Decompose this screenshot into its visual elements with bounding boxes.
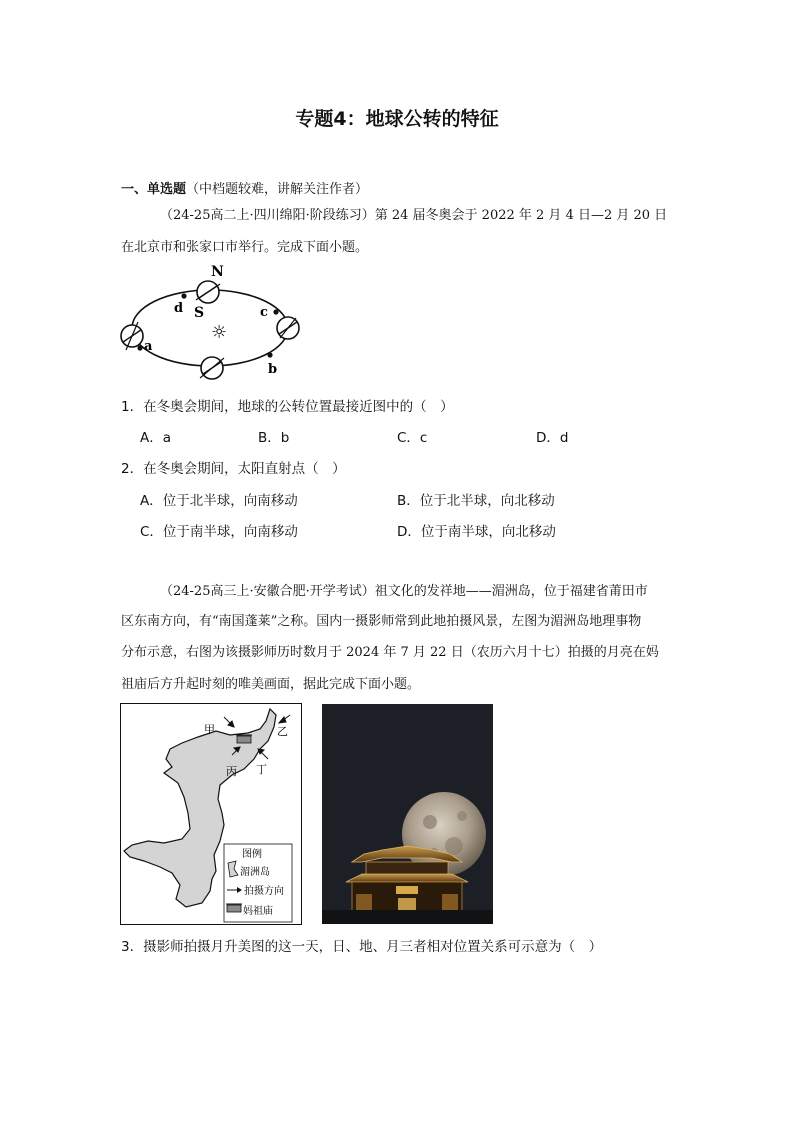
point-a: [137, 345, 142, 350]
legend-temple-icon: [227, 905, 241, 912]
label-b: b: [268, 362, 278, 377]
meizhou-island-map: [120, 703, 302, 925]
point-d: [181, 293, 186, 298]
map-legend: [224, 844, 292, 922]
question-2-stem: 2．在冬奥会期间，太阳直射点（ ）: [121, 461, 346, 477]
legend-direction: 拍摄方向: [244, 886, 284, 897]
section-heading: [121, 178, 368, 197]
question-3-stem: 3．摄影师拍摄月升美图的这一天，日、地、月三者相对位置关系可示意为（ ）: [121, 939, 603, 955]
section-note: （中档题较难，讲解关注作者）: [186, 182, 369, 197]
legend-island: 湄洲岛: [240, 867, 270, 878]
label-jia: 甲: [204, 723, 215, 736]
passage2-line3: 分布示意，右图为该摄影师历时数月于 2024 年 7 月 22 日（农历六月十七）拍摄的月亮在妈: [121, 645, 659, 660]
passage1-line1: （24-25高二上·四川绵阳·阶段练习）第 24 届冬奥会于 2022 年 2 月 4 日—2 月 20 日: [160, 208, 668, 223]
label-ding: 丁: [256, 763, 267, 776]
earth-top: [196, 281, 220, 303]
q1-option-d: D．d: [536, 430, 569, 446]
label-bing: 丙: [226, 765, 237, 778]
q1-option-a: A．a: [140, 430, 172, 446]
q2-option-a: A．位于北半球，向南移动: [140, 493, 298, 509]
section-heading-label: 一、单选题: [121, 182, 187, 197]
earth-right: [277, 317, 299, 339]
label-north: N: [211, 264, 224, 280]
label-d: d: [174, 301, 184, 316]
passage2-line4: 祖庙后方升起时刻的唯美画面，据此完成下面小题。: [121, 677, 421, 692]
moonrise-photo: [322, 704, 493, 924]
passage2-line1: （24-25高三上·安徽合肥·开学考试）祖文化的发祥地——湄洲岛，位于福建省莆田市: [160, 584, 648, 599]
temple-building: [346, 846, 468, 912]
legend-title: 图例: [242, 849, 262, 860]
label-c: c: [260, 305, 268, 320]
point-b: [267, 352, 272, 357]
point-c: [273, 309, 278, 314]
temple-icon: [237, 736, 251, 743]
passage1-line2: 在北京市和张家口市举行。完成下面小题。: [121, 240, 369, 255]
q2-option-b: B．位于北半球，向北移动: [397, 493, 555, 509]
passage2-line2: 区东南方向，有“南国蓬莱”之称。国内一摄影师常到此地拍摄风景，左图为湄洲岛地理事物: [121, 614, 642, 629]
sun-icon: ☼: [211, 322, 228, 343]
page-title: 专题4：地球公转的特征: [295, 108, 499, 130]
legend-temple: 妈祖庙: [243, 906, 273, 917]
label-south: S: [194, 305, 205, 321]
earth-bottom: [200, 357, 224, 379]
label-yi: 乙: [277, 725, 288, 738]
label-a: a: [144, 339, 153, 354]
q1-option-c: C．c: [397, 430, 428, 446]
q1-option-b: B．b: [258, 430, 290, 446]
q2-option-c: C．位于南半球，向南移动: [140, 524, 298, 540]
question-1-stem: 1．在冬奥会期间，地球的公转位置最接近图中的（ ）: [121, 399, 454, 415]
orbit-diagram: [110, 260, 320, 390]
q2-option-d: D．位于南半球，向北移动: [397, 524, 556, 540]
